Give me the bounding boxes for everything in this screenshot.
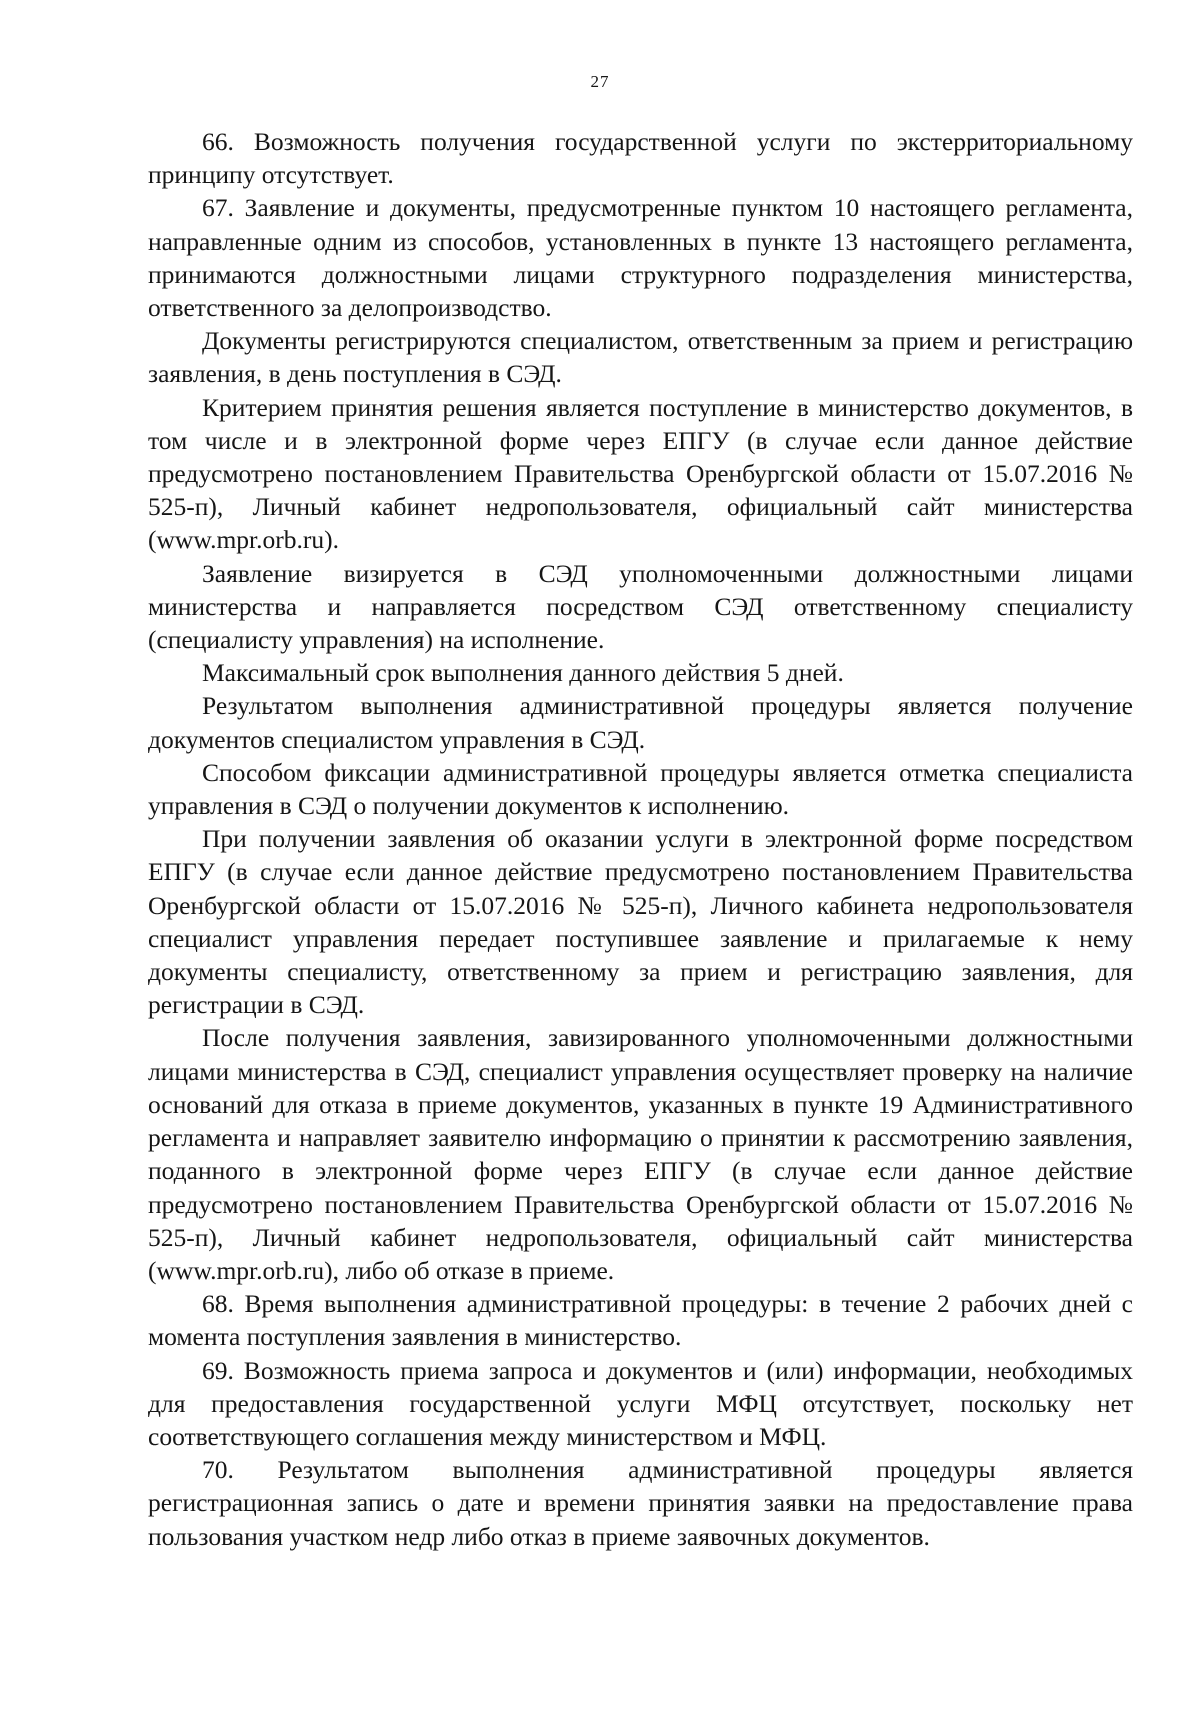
paragraph-electronic-receipt: При получении заявления об оказании услуги в электронной форме посредством ЕПГУ (в случае если данное действие предусмотрено постановлением Правительства Оренбургской области от 15.07.2016 № 525-п), Личного кабинета недропользователя специалист управления передает поступившее заявление и прилагаемые к нему документы специалисту, ответственному за прием и регистрацию заявления, для регистрации в СЭД.: [148, 824, 1133, 1020]
paragraph-69: 69. Возможность приема запроса и документов и (или) информации, необходимых для предоставления государственной услуги МФЦ отсутствует, поскольку нет соответствующего соглашения между министерством и МФЦ.: [148, 1355, 1133, 1451]
paragraph-registration: Документы регистрируются специалистом, ответственным за прием и регистрацию заявления, в день поступления в СЭД.: [148, 326, 1133, 389]
paragraph-66: 66. Возможность получения государственной услуги по экстерриториальному принципу отсутствует.: [148, 127, 1133, 190]
paragraph-68: 68. Время выполнения административной процедуры: в течение 2 рабочих дней с момента поступления заявления в министерство.: [148, 1289, 1133, 1352]
paragraph-result: Результатом выполнения административной процедуры является получение документов специалистом управления в СЭД.: [148, 691, 1133, 754]
paragraph-max-term: Максимальный срок выполнения данного действия 5 дней.: [202, 658, 844, 688]
document-body: [148, 125, 1133, 1553]
paragraph-70: 70. Результатом выполнения административной процедуры является регистрационная запись о дате и времени принятия заявки на предоставление права пользования участком недр либо отказ в приеме заявочных документов.: [148, 1455, 1133, 1551]
paragraph-after-receipt: После получения заявления, завизированного уполномоченными должностными лицами министерства в СЭД, специалист управления осуществляет проверку на наличие оснований для отказа в приеме документов, указанных в пункте 19 Административного регламента и направляет заявителю информацию о принятии к рассмотрению заявления, поданного в электронной форме через ЕПГУ (в случае если данное действие предусмотрено постановлением Правительства Оренбургской области от 15.07.2016 № 525-п), Личный кабинет недропользователя, официальный сайт министерства (www.mpr.orb.ru), либо об отказе в приеме.: [148, 1023, 1133, 1285]
page-number: 27: [590, 72, 610, 91]
paragraph-fixation-method: Способом фиксации административной процедуры является отметка специалиста управления в СЭД о получении документов к исполнению.: [148, 757, 1133, 821]
paragraph-decision-criterion: Критерием принятия решения является поступление в министерство документов, в том числе и в электронной форме через ЕПГУ (в случае если данное действие предусмотрено постановлением Правительства Оренбургской области от 15.07.2016 № 525-п), Личный кабинет недропользователя, официальный сайт министерства (www.mpr.orb.ru).: [148, 392, 1133, 555]
paragraph-67: 67. Заявление и документы, предусмотренные пунктом 10 настоящего регламента, направленные одним из способов, установленных в пункте 13 настоящего регламента, принимаются должностными лицами структурного подразделения министерства, ответственного за делопроизводство.: [148, 193, 1133, 323]
paragraph-application-visa: Заявление визируется в СЭД уполномоченными должностными лицами министерства и направляется посредством СЭД ответственному специалисту (специалисту управления) на исполнение.: [148, 558, 1133, 655]
